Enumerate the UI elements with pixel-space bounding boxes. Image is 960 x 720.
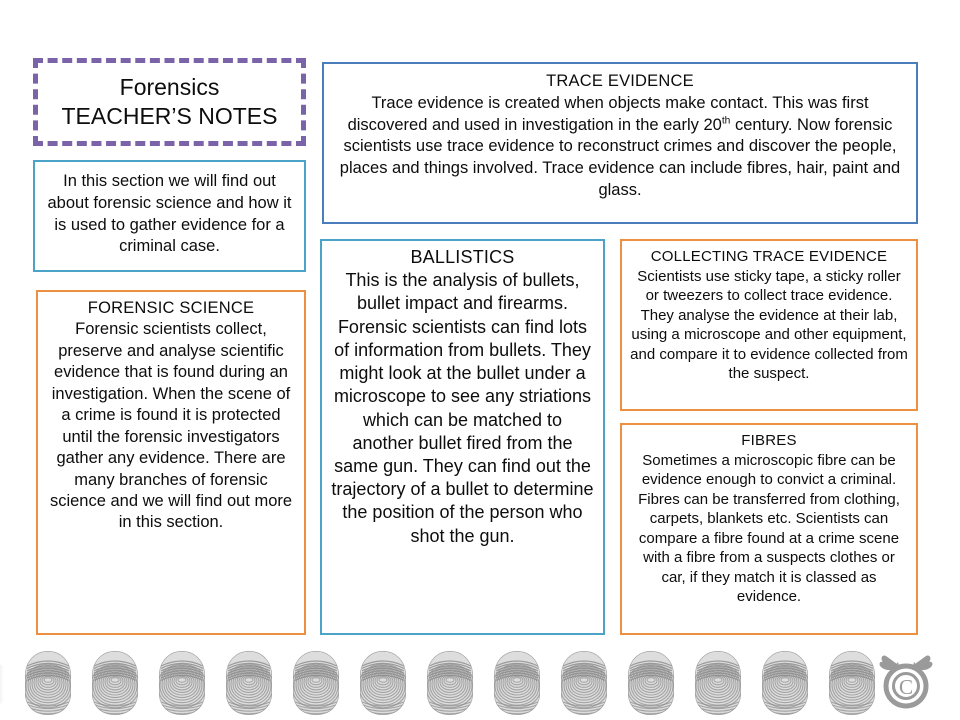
forensic-science-heading: FORENSIC SCIENCE — [87, 299, 255, 317]
fingerprint-icon — [290, 650, 342, 716]
forensic-science-box — [36, 290, 306, 635]
collecting-trace-evidence-text: Scientists use sticky tape, a sticky roller or tweezers to collect trace evidence. They analyse the evidence at their lab, using a microscope and other equipment, and compare it to evidence collected from the suspect. — [630, 267, 908, 382]
title-line-2: TEACHER’S NOTES — [61, 103, 278, 129]
fibres-text: Sometimes a microscopic fibre can be evidence enough to convict a criminal. Fibres can be transferred from clothing, carpets, blankets etc. Scientists can compare a fibre found at a crime scene with a fibre from a suspects clothes or car, if they match it is classed as evidence. — [638, 451, 900, 605]
trace-evidence-superscript: th — [721, 115, 731, 127]
fingerprint-icon — [223, 650, 275, 716]
fingerprint-icon — [424, 650, 476, 716]
fibres-heading: FIBRES — [741, 432, 797, 449]
fingerprint-icon — [22, 650, 74, 716]
fingerprint-icon — [826, 650, 878, 716]
fingerprint-icon — [625, 650, 677, 716]
trace-evidence-box — [322, 62, 918, 224]
fibres-box — [620, 423, 918, 635]
ballistics-text: This is the analysis of bullets, bullet impact and firearms. Forensic scientists can find lots of information from bullets. They might look at the bullet under a microscope to see any striations which can be matched to another bullet fired from the same gun. They can find out the trajectory of a bullet to determine the position of the person who shot the gun. — [331, 270, 594, 546]
trace-evidence-text — [334, 93, 906, 202]
ballistics-heading: BALLISTICS — [410, 247, 515, 267]
fingerprint-strip — [0, 646, 960, 720]
title-box — [33, 58, 306, 146]
fingerprint-icon — [156, 650, 208, 716]
collecting-trace-evidence-box — [620, 239, 918, 411]
fingerprint-icon — [357, 650, 409, 716]
forensic-science-text: Forensic scientists collect, preserve and analyse scientific evidence that is found during an investigation. When the scene of a crime is found it is protected until the forensic investigators gather any evidence. There are many branches of forensic science and we will find out more in this section. — [49, 320, 293, 532]
trace-evidence-heading: TRACE EVIDENCE — [546, 72, 694, 90]
fingerprint-icon — [759, 650, 811, 716]
title-line-1: Forensics — [119, 73, 220, 100]
svg-text:C: C — [898, 675, 914, 699]
ballistics-box — [320, 239, 605, 635]
collecting-trace-evidence-heading: COLLECTING TRACE EVIDENCE — [650, 248, 888, 265]
fingerprint-icon — [491, 650, 543, 716]
fingerprint-icon — [558, 650, 610, 716]
copyright-moose-icon — [872, 650, 940, 712]
fingerprint-icon — [89, 650, 141, 716]
intro-box — [33, 160, 306, 272]
trace-evidence-text-part2: century. Now forensic scientists use trace evidence to reconstruct crimes and discover the people, places and things involved. Trace evidence can include fibres, hair, paint and glass. — [339, 115, 901, 199]
intro-text: In this section we will find out about forensic science and how it is used to gather evidence for a criminal case. — [47, 172, 292, 256]
trace-evidence-text-part1: Trace evidence is created when objects make contact. This was first discovered and used in investigation in the early 20 — [347, 93, 869, 134]
fingerprint-icon — [692, 650, 744, 716]
